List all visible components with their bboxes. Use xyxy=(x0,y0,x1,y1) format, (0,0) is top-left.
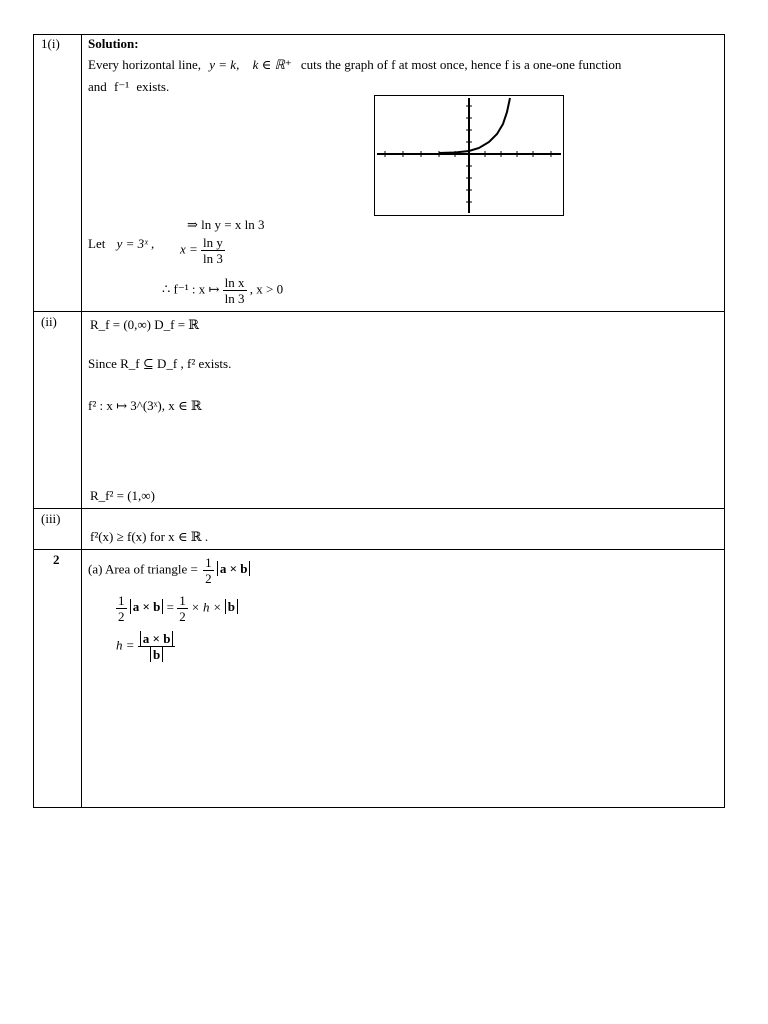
h-equals: h = xyxy=(116,637,135,653)
row-divider-2 xyxy=(33,508,725,509)
equation-y-k: y = k, xyxy=(209,57,240,72)
since-line: Since R_f ⊆ D_f , f² exists. xyxy=(88,356,232,371)
h-fraction xyxy=(138,632,176,661)
statement-part-d: exists. xyxy=(136,79,170,94)
one-half-fraction: $\frac{1}{2}$ xyxy=(205,555,212,586)
b-magnitude: b xyxy=(225,599,238,614)
question-label-iii: (iii) xyxy=(41,511,61,526)
f-inverse-symbol: f⁻¹ xyxy=(114,79,130,94)
h-numerator: a × b xyxy=(140,631,174,646)
cross-product-magnitude-lhs: a × b xyxy=(130,599,164,614)
statement-part-c: and xyxy=(88,79,107,94)
x-equals-line xyxy=(180,236,225,265)
frac2-denominator: ln 3 xyxy=(224,291,245,306)
area-text: (a) Area of triangle = xyxy=(88,561,198,577)
exponential-curve xyxy=(439,98,510,153)
let-line xyxy=(88,237,154,250)
equation-k-real: k ∈ ℝ⁺ xyxy=(252,57,292,72)
times-h-times: × h × xyxy=(190,599,222,615)
row-divider-3 xyxy=(33,549,725,550)
half-fraction-lhs: $\frac{1}{2}$ xyxy=(118,593,125,624)
statement-part-b: cuts the graph of f at most once, hence f is a one-one function xyxy=(300,57,622,72)
ln-y-over-ln3 xyxy=(201,236,225,265)
x-equals: x = xyxy=(180,241,198,257)
cross-product-magnitude: a × b xyxy=(217,561,251,576)
statement-part-a: Every horizontal line, xyxy=(88,57,201,72)
frac1-denominator: ln 3 xyxy=(203,251,223,266)
inverse-function-line xyxy=(162,276,283,305)
half-fraction-rhs: $\frac{1}{2}$ xyxy=(179,593,186,624)
domain-condition: , x > 0 xyxy=(249,281,284,297)
let-word: Let xyxy=(88,236,106,251)
ln-x-over-ln3 xyxy=(223,276,247,305)
implies-line: ⇒ ln y = x ln 3 xyxy=(187,217,265,232)
inverse-exists-line xyxy=(88,80,169,93)
graph-svg xyxy=(375,96,563,215)
exponential-graph xyxy=(374,95,564,216)
h-formula-line xyxy=(116,632,175,661)
question-label-2: 2 xyxy=(53,552,60,567)
h-denominator: b xyxy=(150,647,163,662)
area-triangle-line xyxy=(88,556,250,585)
range-f-squared: R_f² = (1,∞) xyxy=(90,488,155,503)
question-label-1i: 1(i) xyxy=(41,36,60,51)
question-label-ii: (ii) xyxy=(41,314,57,329)
solution-heading: Solution: xyxy=(88,36,139,51)
inequality-line: f²(x) ≥ f(x) for x ∈ ℝ . xyxy=(90,529,209,544)
column-divider xyxy=(81,34,82,808)
range-domain-line: R_f = (0,∞) D_f = ℝ xyxy=(90,317,200,332)
frac1-numerator: ln y xyxy=(203,235,223,250)
f-squared-definition: f² : x ↦ 3^(3ˣ), x ∈ ℝ xyxy=(88,398,202,413)
let-equation: y = 3ˣ , xyxy=(116,236,155,251)
horizontal-line-statement xyxy=(88,58,621,71)
area-equation-line: $\frac{1}{2}$ a × b = $\frac{1}{2}$ × h × b xyxy=(116,594,238,623)
row-divider-1 xyxy=(33,311,725,312)
therefore-f-inverse: ∴ f⁻¹ : x ↦ xyxy=(162,281,220,297)
frac2-numerator: ln x xyxy=(224,275,245,290)
